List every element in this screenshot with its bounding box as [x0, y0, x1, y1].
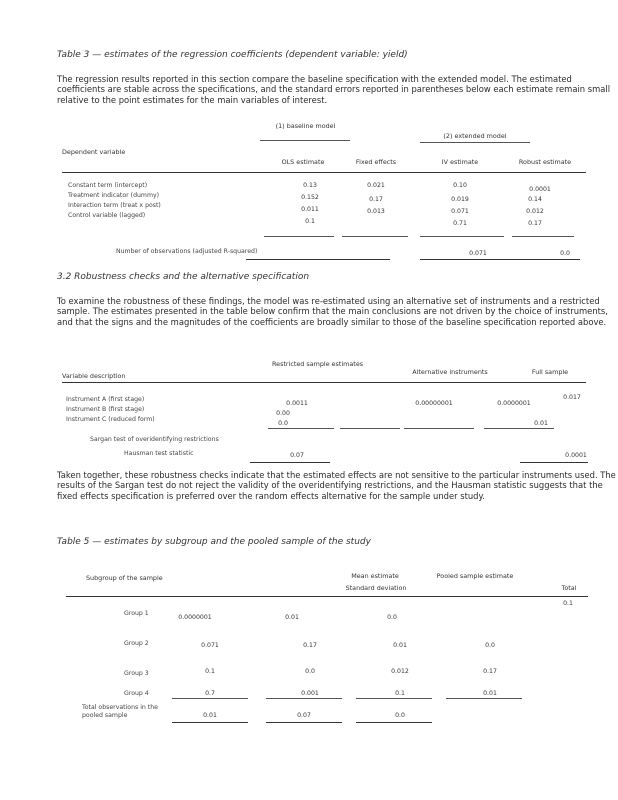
section-paragraph: The regression results reported in this section compare the baseline specification with the extended model. The estimated coefficients are stable across the specifications, and the standard errors reported in parentheses below each estimate remain small relative to the point estimates for the main variables of interest. — [57, 74, 611, 105]
table-cell: 0.07 — [290, 452, 304, 459]
column-header: Pooled sample estimate — [436, 572, 514, 580]
table-row-label: Group 1 — [124, 610, 149, 617]
table-cell: 0.00 — [276, 410, 290, 417]
section-paragraph: Taken together, these robustness checks indicate that the estimated effects are not sensitive to the particular instruments used. The results of the Sargan test do not reject the validity of the overidentifying restrictions, and the Hausman statistic suggests that the fixed effects specification is preferred over the random effects alternative for the sample under study. — [57, 470, 616, 501]
table-cell: 0.021 — [367, 182, 385, 189]
table-cell: 0.017 — [563, 394, 581, 401]
column-header: Full sample — [531, 368, 569, 376]
table-cell: 0.1 — [205, 668, 215, 675]
column-header: Alternative instruments — [412, 368, 488, 376]
table-cell: 0.1 — [305, 218, 315, 225]
table-cell: 0.001 — [301, 690, 319, 697]
column-header: Standard deviation — [345, 584, 407, 592]
table-cell: 0.07 — [297, 712, 311, 719]
column-header: OLS estimate — [281, 158, 325, 166]
table-cell: 0.0 — [485, 642, 495, 649]
table-cell: 0.0000001 — [178, 614, 212, 621]
table-cell: 0.01 — [203, 712, 217, 719]
table-row-label: Group 3 — [124, 670, 149, 677]
section-heading: 3.2 Robustness checks and the alternative specification — [57, 272, 310, 282]
table-cell: 0.0 — [560, 250, 570, 257]
section-heading: Table 3 — estimates of the regression coefficients (dependent variable: yield) — [57, 50, 408, 60]
table-cell: 0.0011 — [286, 400, 308, 407]
table-cell: 0.0 — [278, 420, 288, 427]
column-header: Mean estimate — [351, 572, 399, 580]
column-header: Variable description — [62, 372, 126, 380]
column-header: Total — [561, 584, 577, 592]
table-cell: 0.01 — [285, 614, 299, 621]
table-cell: 0.7 — [205, 690, 215, 697]
table-row-label: Constant term (intercept) — [68, 182, 148, 189]
table-cell: 0.14 — [528, 196, 542, 203]
column-header: Robust estimate — [518, 158, 572, 166]
column-header: Dependent variable — [62, 148, 126, 156]
column-header: IV estimate — [441, 158, 479, 166]
table-cell: 0.17 — [303, 642, 317, 649]
table-cell: 0.13 — [303, 182, 317, 189]
table-footer-label: Number of observations (adjusted R-squared) — [116, 248, 258, 255]
table-cell: 0.0001 — [529, 186, 551, 193]
table-cell: 0.00000001 — [415, 400, 453, 407]
table-cell: 0.01 — [483, 690, 497, 697]
table-cell: 0.011 — [301, 206, 319, 213]
table-cell: 0.0 — [395, 712, 405, 719]
table-row-label: Instrument B (first stage) — [66, 406, 145, 413]
table-cell: 0.1 — [563, 600, 573, 607]
table-cell: 0.01 — [393, 642, 407, 649]
table-cell: 0.019 — [451, 196, 469, 203]
table-cell: 0.071 — [469, 250, 487, 257]
table-cell: 0.0 — [387, 614, 397, 621]
table-group-header: (2) extended model — [443, 132, 507, 140]
table-row-label: Treatment indicator (dummy) — [68, 192, 160, 199]
table-cell: 0.01 — [534, 420, 548, 427]
table-row-label: Group 4 — [124, 690, 149, 697]
table-cell: 0.17 — [528, 220, 542, 227]
table-group-header: Restricted sample estimates — [272, 360, 364, 368]
table-cell: 0.152 — [301, 194, 319, 201]
table-cell: 0.10 — [453, 182, 467, 189]
table-footer-label: Sargan test of overidentifying restrictions — [90, 436, 219, 443]
table-footer-label: Hausman test statistic — [124, 450, 194, 457]
table-cell: 0.012 — [391, 668, 409, 675]
table-cell: 0.071 — [201, 642, 219, 649]
table-row-label: Instrument C (reduced form) — [66, 416, 155, 423]
table-row-label: Control variable (lagged) — [68, 212, 146, 219]
table-cell: 0.0000001 — [497, 400, 531, 407]
table-footer-label: Total observations in the pooled sample — [82, 704, 158, 719]
table-cell: 0.012 — [526, 208, 544, 215]
table-row-label: Instrument A (first stage) — [66, 396, 145, 403]
table-cell: 0.17 — [369, 196, 383, 203]
table-cell: 0.071 — [451, 208, 469, 215]
table-cell: 0.17 — [483, 668, 497, 675]
table-cell: 0.0 — [305, 668, 315, 675]
table-group-header: (1) baseline model — [275, 122, 336, 130]
section-paragraph: To examine the robustness of these findings, the model was re-estimated using an alternative set of instruments and a restricted sample. The estimates presented in the table below confirm that the main conclusions are not driven by the choice of instruments, and that the signs and the magnitudes of the coefficients are broadly similar to those of the baseline specification reported above. — [57, 296, 608, 327]
section-heading: Table 5 — estimates by subgroup and the pooled sample of the study — [57, 537, 371, 547]
table-cell: 0.1 — [395, 690, 405, 697]
table-row-label: Interaction term (treat x post) — [68, 202, 161, 209]
table-cell: 0.71 — [453, 220, 467, 227]
column-header: Subgroup of the sample — [86, 574, 163, 582]
table-row-label: Group 2 — [124, 640, 149, 647]
table-cell: 0.0001 — [565, 452, 587, 459]
column-header: Fixed effects — [355, 158, 397, 166]
table-cell: 0.013 — [367, 208, 385, 215]
